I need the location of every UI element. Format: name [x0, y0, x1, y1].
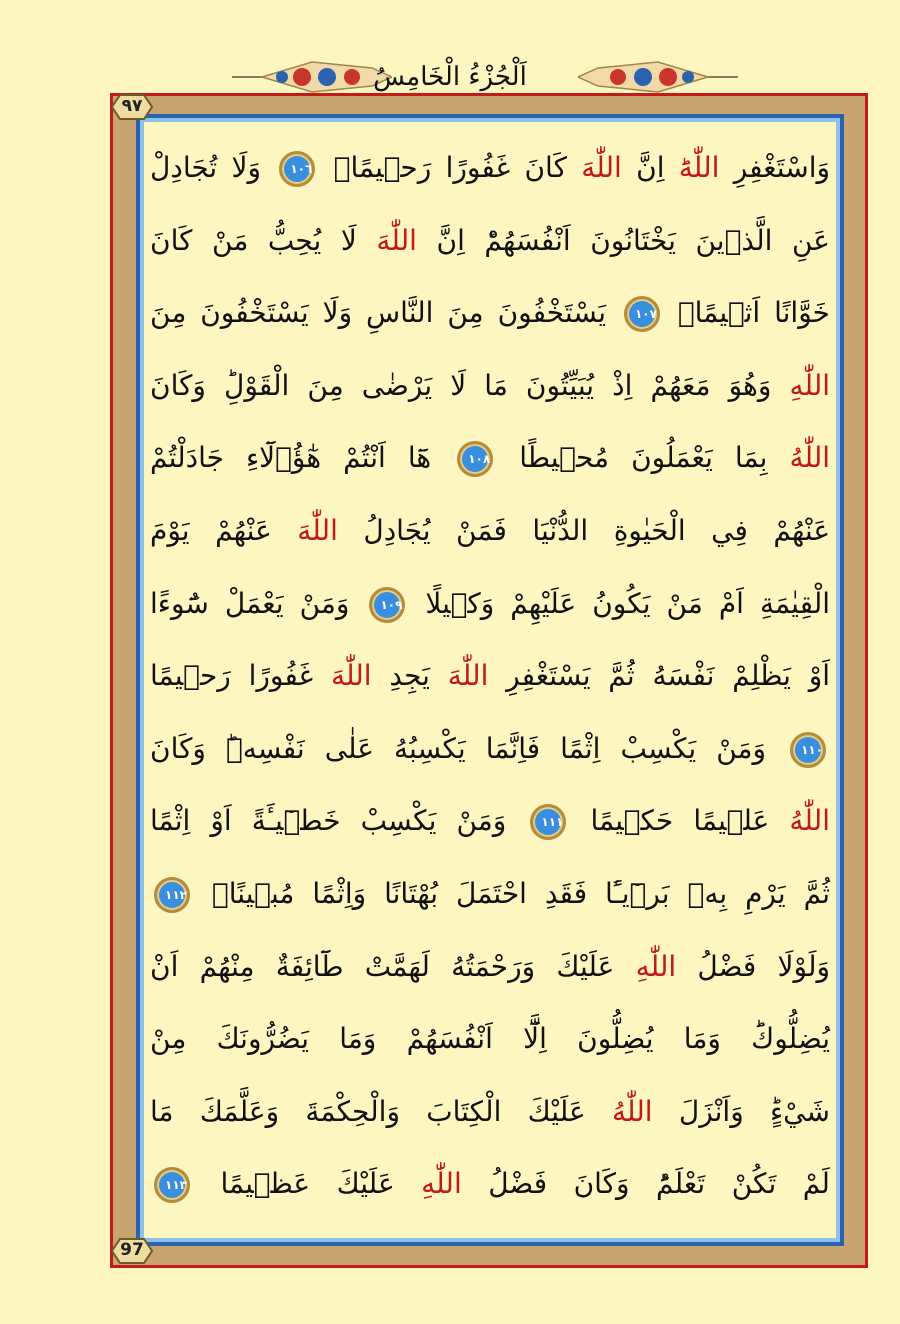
word: عَلَيْكَ: [336, 1167, 395, 1201]
text-line: [150, 277, 830, 350]
divine-name-word: اللّٰهِ: [789, 368, 831, 402]
word: يَكْسِبْ: [360, 804, 437, 838]
word: تُجَادِلْ: [150, 151, 218, 184]
ayah-number-marker: ١١٠: [790, 732, 826, 768]
ayah-number-marker: ١٠٨: [457, 441, 493, 477]
word: اِنَّ: [636, 151, 665, 184]
word: خَط۪ٓيـَٔةً: [251, 804, 341, 838]
word: حَك۪يمًا: [590, 804, 674, 838]
word: مَا: [484, 368, 508, 402]
word: ثُمَّ: [803, 876, 830, 910]
ayah-number-marker: ١١١: [530, 804, 566, 840]
word: احْتَمَلَ: [456, 876, 527, 910]
word: اَوْ: [808, 659, 831, 693]
word: يُضِلُّونَ: [577, 1022, 654, 1056]
word: مَا: [150, 1094, 174, 1128]
word: عَنْهُمْ: [215, 513, 272, 547]
word: عَنِ: [791, 223, 830, 257]
divine-name-word: اللّٰهُ: [789, 804, 830, 838]
page-number-top: ٩٧: [121, 96, 143, 116]
divine-name-word: اللّٰهَؕ: [678, 151, 720, 184]
word: اَنْفُسَهُمْ: [406, 1022, 493, 1056]
word: اَنْ: [150, 949, 179, 983]
ayah-number-marker: ١١٢: [154, 877, 190, 913]
page-number-bottom: 97: [120, 1240, 144, 1260]
ayah-number-marker: ١٠٧: [624, 296, 660, 332]
word: يَعْمَلْ: [224, 586, 284, 620]
text-line: [150, 1003, 830, 1076]
word: كَانَ: [524, 151, 567, 184]
word: مَعَهُمْ: [650, 368, 711, 402]
word: اِثْمًا: [560, 731, 601, 765]
word: بِه۪: [687, 876, 728, 910]
word: رَح۪يمًاۚ: [333, 151, 432, 184]
word: اِلَّٓا: [523, 1022, 547, 1056]
word: لَا: [340, 223, 357, 257]
page-number-bottom-badge: [106, 1236, 158, 1266]
word: يُحِبُّ: [267, 223, 322, 257]
word: مِنْ: [150, 1022, 187, 1056]
word: هَٓا: [407, 441, 432, 475]
text-line: [150, 495, 830, 568]
text-line: [150, 931, 830, 1004]
word: عَلٰى: [324, 731, 375, 765]
word: وَالْحِكْمَةَ: [305, 1094, 400, 1128]
word: عَنْهُمْ: [773, 513, 831, 547]
word: اَوْ: [210, 804, 232, 838]
word: بُهْتَانًا: [384, 876, 439, 910]
page-number-top-badge: [106, 92, 158, 122]
text-line: [150, 640, 830, 713]
word: ثُمَّ: [608, 659, 635, 693]
word: عَلَيْكَ: [527, 1094, 586, 1128]
text-line: [150, 568, 830, 641]
word: اِذْ: [612, 368, 633, 402]
word: يُجَادِلُ: [363, 513, 431, 547]
word: وَلَا: [322, 296, 353, 330]
word: وَكَانَ: [150, 368, 206, 402]
word: فِي: [711, 513, 748, 547]
quran-text: [150, 132, 830, 1221]
word: الدُّنْيَا: [532, 513, 589, 547]
word: فَمَنْ: [456, 513, 507, 547]
text-line: [150, 205, 830, 278]
word: مُب۪ينًاࣖ: [211, 876, 295, 910]
word: وَكَانَ: [573, 1167, 630, 1201]
word: اَنْتُمْ: [343, 441, 386, 475]
word: يَجِدِ: [389, 659, 430, 693]
word: يَسْتَغْفِرِ: [506, 659, 591, 693]
divine-name-word: اللّٰهَ: [330, 659, 372, 693]
word: اِنَّ: [436, 223, 465, 257]
word: نَفْسِه۪ؕ: [225, 731, 305, 765]
divine-name-word: اللّٰهَ: [581, 151, 622, 184]
word: يَرْضٰى: [361, 368, 433, 402]
word: وَعَلَّمَكَ: [199, 1094, 280, 1128]
header-ornament-right-icon: [578, 58, 738, 96]
word: غَفُورًا: [248, 659, 314, 693]
text-line: [150, 858, 830, 931]
word: وَاِثْمًا: [312, 876, 367, 910]
text-line: [150, 1076, 830, 1149]
text-line: [150, 350, 830, 423]
word: لَمْ: [802, 1167, 830, 1201]
word: وَمَنْ: [299, 586, 350, 620]
word: وَمَا: [339, 1022, 377, 1056]
word: اَمْ: [718, 586, 744, 620]
word: وَلَا: [231, 151, 262, 184]
word: عَلَيْهِمْ: [510, 586, 577, 620]
word: تَعْلَمُؕ: [656, 1167, 706, 1201]
word: اَث۪يمًاۚ: [677, 296, 761, 330]
word: يَخْتَانُونَ: [590, 223, 676, 257]
word: بَر۪ٓيـًٔا: [605, 876, 670, 910]
word: الَّذ۪ينَ: [695, 223, 773, 257]
word: يَكْسِبْ: [620, 731, 697, 765]
word: جَادَلْتُمْ: [150, 441, 224, 475]
word: وَمَنْ: [456, 804, 507, 838]
word: يَسْتَخْفُونَ: [497, 296, 607, 330]
word: كَانَ: [150, 223, 193, 257]
word: مِنَ: [307, 368, 344, 402]
word: رَح۪يمًا: [150, 659, 231, 693]
word: يَكُونُ: [592, 586, 651, 620]
word: يُضِلُّوكَؕ: [751, 1022, 831, 1056]
divine-name-word: اللّٰهَ: [376, 223, 417, 257]
word: وَمَنْ: [716, 731, 767, 765]
word: يَسْتَخْفُونَ: [200, 296, 309, 330]
word: عَظ۪يمًا: [220, 1167, 311, 1201]
word: وَرَحْمَتُهُ: [451, 949, 536, 983]
word: اَنْفُسَهُمْؕ: [484, 223, 571, 257]
word: النَّاسِ: [365, 296, 434, 330]
word: مِنَ: [447, 296, 484, 330]
word: لَا: [450, 368, 467, 402]
text-line: [150, 785, 830, 858]
word: يَرْمِ: [745, 876, 786, 910]
divine-name-word: اللّٰهِ: [635, 949, 677, 983]
word: فَضْلُ: [488, 1167, 548, 1201]
divine-name-word: اللّٰهُ: [611, 1094, 653, 1128]
word: وَاَنْزَلَ: [678, 1094, 744, 1128]
word: يَظْلِمْ: [732, 659, 791, 693]
word: يَوْمَ: [150, 513, 190, 547]
divine-name-word: اللّٰهِ: [421, 1167, 462, 1201]
word: الْقَوْلِؕ: [224, 368, 290, 402]
text-line: [150, 422, 830, 495]
word: يَضُرُّونَكَ: [216, 1022, 310, 1056]
word: يَكْسِبُهُ: [394, 731, 466, 765]
word: الْكِتَابَ: [426, 1094, 502, 1128]
word: وَهُوَ: [728, 368, 772, 402]
word: وَكَانَ: [150, 731, 206, 765]
word: لَهَمَّتْ: [364, 949, 430, 983]
word: اِثْمًا: [150, 804, 191, 838]
word: يَعْمَلُونَ: [631, 441, 713, 475]
word: نَفْسَهُ: [652, 659, 715, 693]
word: مِنَ: [150, 296, 187, 330]
ayah-number-marker: ١٠٦: [279, 151, 315, 187]
word: مَنْ: [666, 586, 703, 620]
word: بِمَا: [734, 441, 768, 475]
divine-name-word: اللّٰهُ: [789, 441, 831, 475]
word: يُبَيِّتُونَ: [525, 368, 595, 402]
ayah-number-marker: ١١٣: [154, 1167, 190, 1203]
word: مِنْهُمْ: [199, 949, 255, 983]
word: غَفُورًا: [445, 151, 511, 184]
text-line: [150, 132, 830, 205]
word: عَلَيْكَ: [556, 949, 615, 983]
word: وَاسْتَغْفِرِ: [733, 151, 831, 184]
word: سُٓوءًا: [150, 586, 209, 620]
word: تَكُنْ: [731, 1167, 777, 1201]
divine-name-word: اللّٰهَ: [447, 659, 489, 693]
divine-name-word: اللّٰهَ: [297, 513, 338, 547]
word: طَٓائِفَةٌ: [275, 949, 344, 983]
word: الْقِيٰمَةِ: [759, 586, 831, 620]
word: خَوَّانًا: [774, 296, 830, 330]
word: وَلَوْلَا: [777, 949, 831, 983]
word: وَك۪يلًا: [425, 586, 495, 620]
word: فَقَدِ: [544, 876, 588, 910]
text-line: [150, 713, 830, 786]
word: الْحَيٰوةِ: [613, 513, 686, 547]
juz-title: اَلْجُزْءُ الْخَامِسُ: [373, 62, 527, 92]
text-line: [150, 1148, 830, 1221]
word: هٰٓؤُ۬لَٓاءِ: [245, 441, 322, 475]
word: فَضْلُ: [697, 949, 757, 983]
word: مَنْ: [212, 223, 249, 257]
ayah-number-marker: ١٠٩: [369, 587, 405, 623]
word: شَيْءٍؕ: [770, 1094, 830, 1128]
word: وَمَا: [683, 1022, 721, 1056]
word: مُح۪يطًا: [519, 441, 610, 475]
word: فَاِنَّمَا: [485, 731, 541, 765]
word: عَل۪يمًا: [693, 804, 770, 838]
